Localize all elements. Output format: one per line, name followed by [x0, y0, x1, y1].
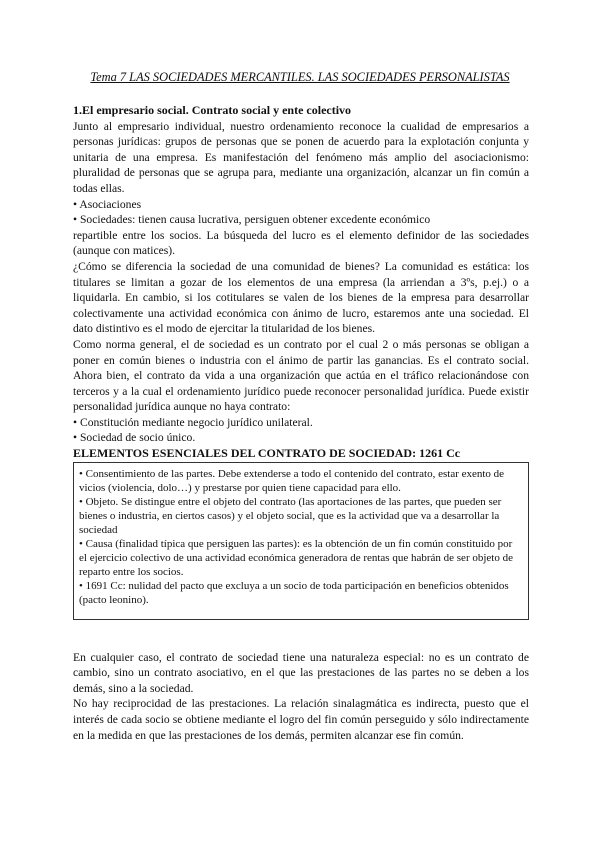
bullet-socio-unico: • Sociedad de socio único.: [73, 431, 196, 445]
paragraph-lucro: repartible entre los socios. La búsqueda del lucro es el elemento definidor de las sociedades (aunque con matices).: [73, 228, 529, 258]
box-heading: ELEMENTOS ESENCIALES DEL CONTRATO DE SOCIEDAD: 1261 Cc: [73, 446, 461, 461]
bullet-sociedades: • Sociedades: tienen causa lucrativa, persiguen obtener excedente económico: [73, 213, 431, 227]
section-heading: 1.El empresario social. Contrato social y ente colectivo: [73, 103, 352, 117]
bullet-asociaciones: • Asociaciones: [73, 197, 142, 211]
box-item-consentimiento: • Consentimiento de las partes. Debe extenderse a todo el contenido del contrato, estar exento de vicios (violencia, dolo…) y prestarse por quien tiene capacidad para ello.: [79, 467, 505, 494]
paragraph-reciprocidad: No hay reciprocidad de las prestaciones. La relación sinalagmática es indirecta, puesto que el interés de cada socio se obtiene mediante el logro del fin común perseguido y sólo indirectamente en la medida en que las prestaciones de los demás, permiten alcanzar ese fin común.: [73, 697, 529, 742]
paragraph-contrato: Como norma general, el de sociedad es un contrato por el cual 2 o más personas se obligan a poner en común bienes o industria con el ánimo de partir las ganancias. Es el contrato social. Ahora bien, el contrato da vida a una organización que actúa en el tráfico relacionándose con terceros y a la cual el ordenamiento jurídico puede reconocer personalidad jurídica. Puede existir personalidad jurídica aunque no haya contrato:: [73, 337, 529, 414]
page-title: Tema 7 LAS SOCIEDADES MERCANTILES. LAS SOCIEDADES PERSONALISTAS: [90, 70, 510, 84]
paragraph-intro: Junto al empresario individual, nuestro ordenamiento reconoce la cualidad de empresarios a personas jurídicas: grupos de personas que se ponen de acuerdo para la explotación conjunta y unitaria de una empresa. Es manifestación del fenómeno más amplio del asociacionismo: pluralidad de personas que se agrupa para, mediante una organización, alcanzar un fin común a todas ellas.: [73, 119, 529, 195]
spacer: [73, 620, 529, 650]
document-body: [73, 103, 529, 743]
paragraph-comunidad: ¿Cómo se diferencia la sociedad de una comunidad de bienes? La comunidad es estática: los titulares se limitan a gozar de los elementos de una empresa (la arriendan a 3ºs, p.ej.) o a liquidarla. En cambio, si los cotitulares se valen de los bienes de la empresa para desarrollar colectivamente una actividad económica con ánimo de lucro, estaremos ante una sociedad. El dato distintivo es el modo de ejercitar la titularidad de los bienes.: [73, 259, 529, 336]
box-item-objeto: • Objeto. Se distingue entre el objeto del contrato (las aportaciones de las partes, que pueden ser bienes o industria, en ciertos casos) y el objeto social, que es la actividad que va a desarrollar la sociedad: [79, 495, 502, 536]
paragraph-naturaleza: En cualquier caso, el contrato de sociedad tiene una naturaleza especial: no es un contrato de cambio, sino un contrato asociativo, en el que las prestaciones de las partes no se deben a los demás, sino a la sociedad.: [73, 650, 529, 695]
box-item-causa: • Causa (finalidad típica que persiguen las partes): es la obtención de un fin común constituido por el ejercicio colectivo de una actividad económica generadora de rentas que habrán de ser objeto de reparto entre los socios.: [79, 537, 513, 578]
bullet-unilateral: • Constitución mediante negocio jurídico unilateral.: [73, 415, 313, 429]
box-item-pacto-leonino: • 1691 Cc: nulidad del pacto que excluya a un socio de toda participación en beneficios obtenidos (pacto leonino).: [79, 579, 509, 606]
elements-box: [73, 462, 529, 620]
